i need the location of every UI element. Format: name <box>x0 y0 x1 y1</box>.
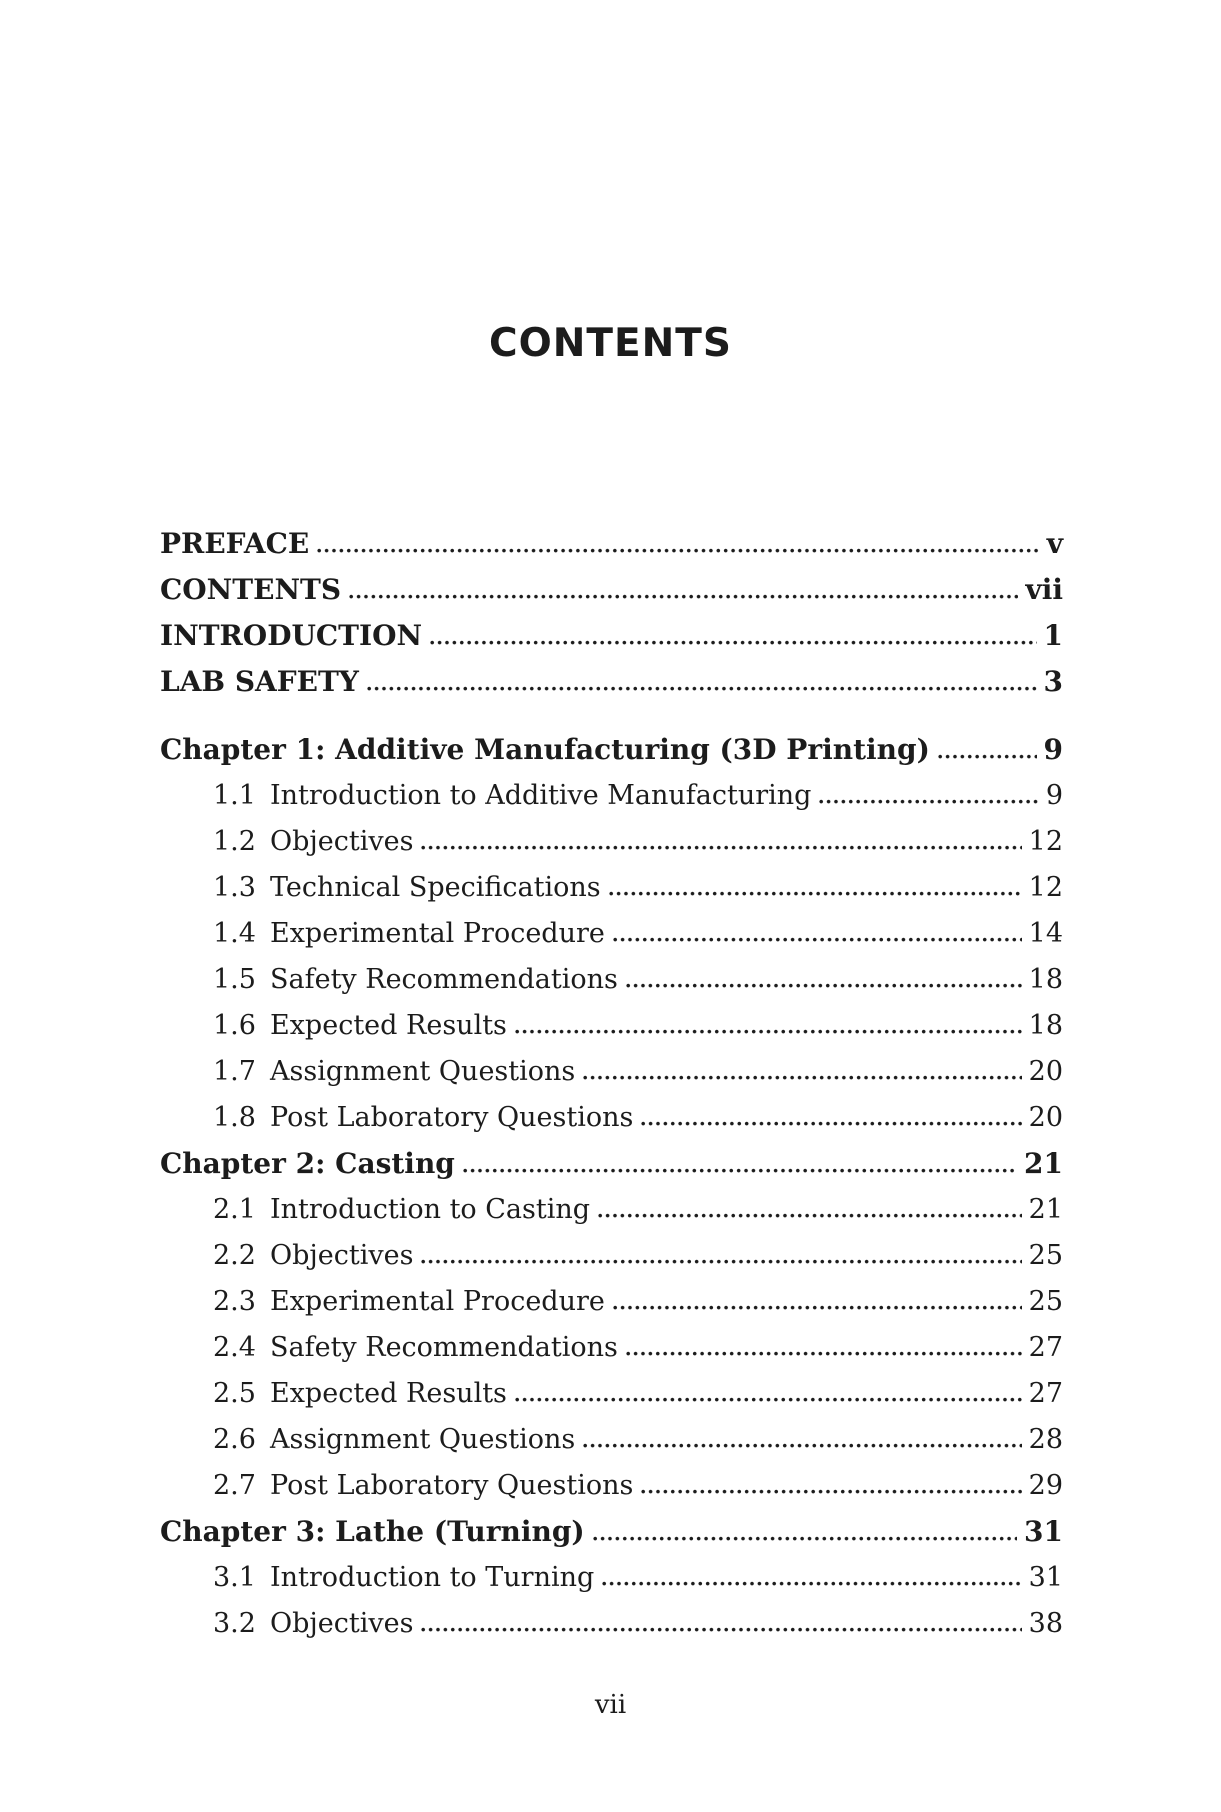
toc-entry-label: Chapter 3: Lathe (Turning) <box>160 1515 585 1548</box>
dot-leader <box>463 1168 1017 1173</box>
toc-entry <box>160 1279 1063 1325</box>
dot-leader <box>421 1627 1021 1632</box>
dot-leader <box>613 937 1022 942</box>
toc-entry <box>160 1509 1063 1555</box>
toc-entry-page: 38 <box>1028 1608 1063 1639</box>
toc-entry-label: Expected Results <box>270 1010 507 1041</box>
toc-entry-label: Safety Recommendations <box>270 1332 618 1363</box>
dot-leader <box>430 640 1036 645</box>
dot-leader <box>613 1305 1022 1310</box>
toc-entry-page: 9 <box>1045 780 1063 811</box>
dot-leader <box>421 845 1021 850</box>
toc-entry-page: 9 <box>1043 733 1063 766</box>
toc-entry-page: 18 <box>1028 964 1063 995</box>
toc-entry <box>160 1049 1063 1095</box>
toc-entry-label: Introduction to Turning <box>270 1562 595 1593</box>
toc-entry-number: 3.1 <box>213 1562 256 1593</box>
toc-entry-page: 31 <box>1028 1562 1063 1593</box>
toc-entry-label: Chapter 2: Casting <box>160 1147 455 1180</box>
toc-entry-label: Assignment Questions <box>270 1424 576 1455</box>
dot-leader <box>626 983 1022 988</box>
toc-entry-number: 2.7 <box>213 1470 256 1501</box>
toc-entry-page: 28 <box>1028 1424 1063 1455</box>
toc-entry-page: vii <box>1025 573 1063 606</box>
toc-entry-page: 27 <box>1028 1378 1063 1409</box>
toc-entry-number: 3.2 <box>213 1608 256 1639</box>
dot-leader <box>598 1213 1022 1218</box>
toc-entry-label: LAB SAFETY <box>160 665 359 698</box>
toc-entry-page: 18 <box>1028 1010 1063 1041</box>
toc-entry-label: Introduction to Casting <box>270 1194 591 1225</box>
toc-entry-page: 21 <box>1024 1147 1063 1180</box>
toc-entry <box>160 911 1063 957</box>
toc-entry <box>160 659 1063 705</box>
dot-leader <box>641 1121 1021 1126</box>
toc-entry-page: v <box>1046 527 1063 560</box>
toc-entry <box>160 613 1063 659</box>
toc-entry-number: 2.2 <box>213 1240 256 1271</box>
toc-entry-page: 1 <box>1043 619 1063 652</box>
toc-entry <box>160 1003 1063 1049</box>
toc-entry-page: 3 <box>1043 665 1063 698</box>
dot-leader <box>583 1075 1021 1080</box>
toc-entry-label: Introduction to Additive Manufacturing <box>270 780 812 811</box>
toc-entry-page: 20 <box>1028 1056 1063 1087</box>
toc-entry-label: Chapter 1: Additive Manufacturing (3D Printing) <box>160 733 930 766</box>
dot-leader <box>367 686 1037 691</box>
footer-page-number: vii <box>594 1690 627 1720</box>
dot-leader <box>593 1536 1017 1541</box>
toc-entry <box>160 819 1063 865</box>
toc-entry-label: Objectives <box>270 826 414 857</box>
toc-entry-page: 25 <box>1028 1286 1063 1317</box>
toc-entry-label: INTRODUCTION <box>160 619 423 652</box>
toc-entry-page: 20 <box>1028 1102 1063 1133</box>
toc-entry-number: 1.6 <box>213 1010 256 1041</box>
dot-leader <box>317 548 1039 553</box>
dot-leader <box>349 594 1018 599</box>
toc-entry-page: 29 <box>1028 1470 1063 1501</box>
toc-entry-number: 1.1 <box>213 780 256 811</box>
toc-entry-page: 12 <box>1028 826 1063 857</box>
dot-leader <box>602 1581 1021 1586</box>
dot-leader <box>819 799 1038 804</box>
toc-entry <box>160 1601 1063 1647</box>
toc-entry-number: 1.3 <box>213 872 256 903</box>
toc-entry-page: 27 <box>1028 1332 1063 1363</box>
toc-entry-number: 1.7 <box>213 1056 256 1087</box>
toc-entry-number: 2.4 <box>213 1332 256 1363</box>
toc-entry <box>160 1417 1063 1463</box>
toc-entry <box>160 521 1063 567</box>
toc-entry-label: Experimental Procedure <box>270 1286 605 1317</box>
toc-entry <box>160 727 1063 773</box>
toc-entry-number: 1.4 <box>213 918 256 949</box>
toc-entry <box>160 1095 1063 1141</box>
toc-entry <box>160 957 1063 1003</box>
toc-entry <box>160 1187 1063 1233</box>
toc-entry-page: 25 <box>1028 1240 1063 1271</box>
toc-entry <box>160 1555 1063 1601</box>
toc-entry-number: 2.1 <box>213 1194 256 1225</box>
dot-leader <box>583 1443 1021 1448</box>
page-title: CONTENTS <box>489 321 732 366</box>
toc-entry-label: Assignment Questions <box>270 1056 576 1087</box>
toc-entry-number: 1.2 <box>213 826 256 857</box>
dot-leader <box>609 891 1022 896</box>
dot-leader <box>515 1397 1022 1402</box>
toc-entry <box>160 1141 1063 1187</box>
toc-entry-label: CONTENTS <box>160 573 342 606</box>
toc-entry <box>160 773 1063 819</box>
dot-leader <box>938 754 1037 759</box>
toc-entry-number: 1.5 <box>213 964 256 995</box>
toc-entry-label: PREFACE <box>160 527 310 560</box>
toc-entry-label: Safety Recommendations <box>270 964 618 995</box>
toc-entry <box>160 1371 1063 1417</box>
toc-entry-number: 2.6 <box>213 1424 256 1455</box>
toc-entry <box>160 1233 1063 1279</box>
dot-leader <box>626 1351 1022 1356</box>
toc-entry-page: 31 <box>1024 1515 1063 1548</box>
toc-list <box>160 521 1063 1647</box>
toc-entry-label: Experimental Procedure <box>270 918 605 949</box>
dot-leader <box>421 1259 1021 1264</box>
toc-entry-label: Objectives <box>270 1240 414 1271</box>
toc-entry-page: 12 <box>1028 872 1063 903</box>
dot-leader <box>641 1489 1021 1494</box>
toc-entry-page: 14 <box>1028 918 1063 949</box>
toc-entry <box>160 1325 1063 1371</box>
toc-entry <box>160 865 1063 911</box>
toc-entry-number: 2.3 <box>213 1286 256 1317</box>
toc-entry-number: 1.8 <box>213 1102 256 1133</box>
toc-entry-label: Post Laboratory Questions <box>270 1470 634 1501</box>
toc-entry-page: 21 <box>1028 1194 1063 1225</box>
toc-entry <box>160 1463 1063 1509</box>
dot-leader <box>515 1029 1022 1034</box>
toc-entry-label: Technical Specifications <box>270 872 601 903</box>
toc-entry-label: Post Laboratory Questions <box>270 1102 634 1133</box>
toc-entry-label: Objectives <box>270 1608 414 1639</box>
toc-entry <box>160 567 1063 613</box>
toc-entry-number: 2.5 <box>213 1378 256 1409</box>
toc-entry-label: Expected Results <box>270 1378 507 1409</box>
